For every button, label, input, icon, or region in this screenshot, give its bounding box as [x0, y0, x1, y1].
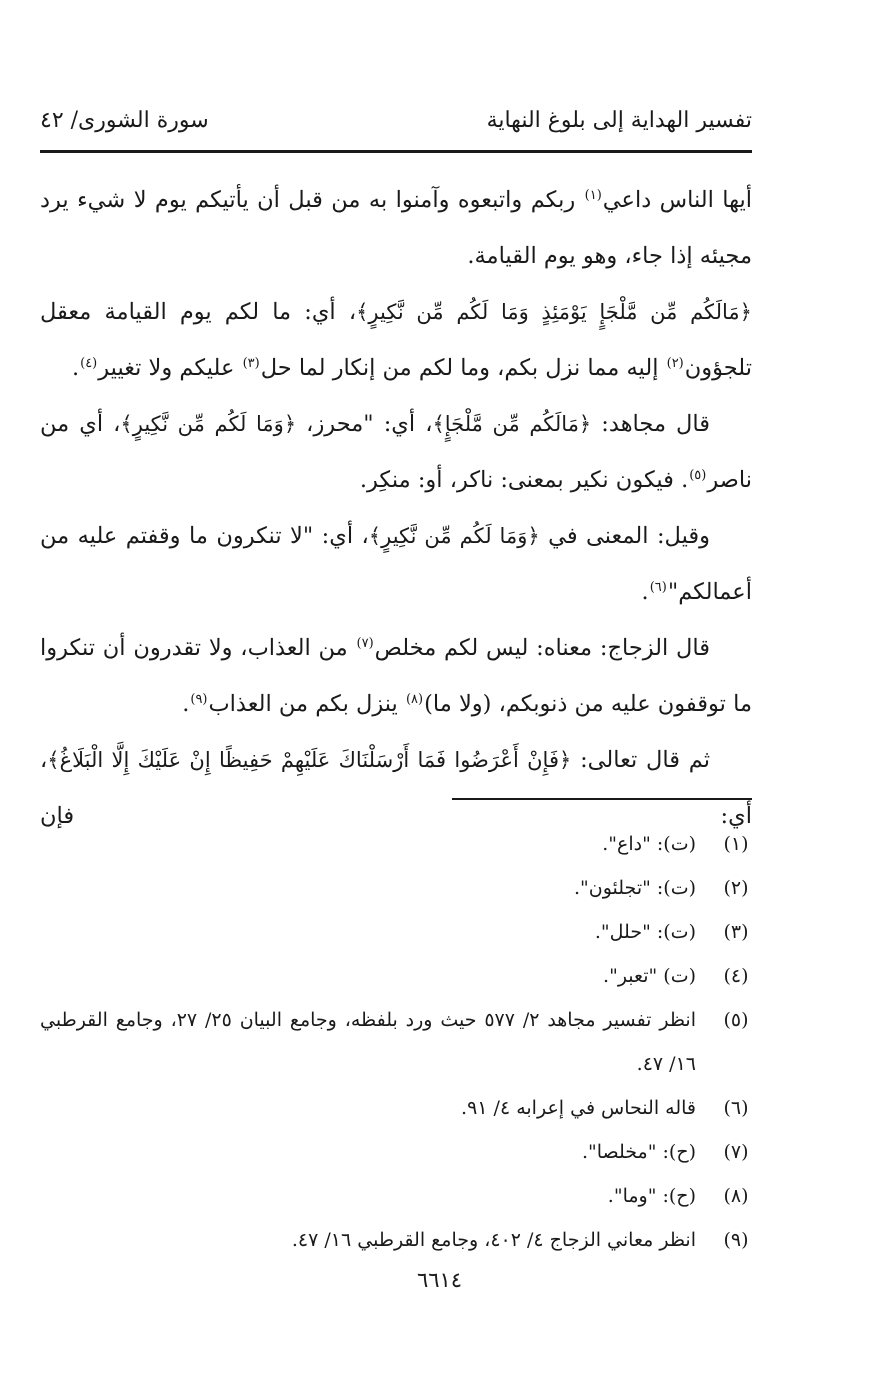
paragraph-5 [40, 620, 752, 732]
footnote-number: (٨) [723, 1185, 749, 1207]
footnote-item [40, 866, 752, 910]
footnote-text: (ح): "مخلصا". [581, 1141, 696, 1163]
footnote-ref-2: (٢) [666, 355, 684, 371]
footnote-number: (١) [723, 833, 749, 855]
footnote-ref-9: (٩) [190, 691, 208, 707]
footnote-number: (٢) [723, 877, 749, 899]
footnote-ref-4: (٤) [80, 355, 98, 371]
text-run: ، أي: ما لكم يوم القيامة معقل تلجؤون [40, 299, 752, 381]
text-run: ، أي: فإن [40, 747, 752, 829]
footnote-text: انظر تفسير مجاهد ٢/ ٥٧٧ حيث ورد بلفظه، وجامع البيان ٢٥/ ٢٧، وجامع القرطبي ١٦/ ٤٧. [40, 1009, 696, 1075]
footnote-ref-7: (٧) [356, 635, 374, 651]
footnote-number: (٤) [723, 965, 749, 987]
page-number: ٦٦١٤ [416, 1268, 463, 1292]
footnote-text: (ت) "تعبر". [603, 965, 696, 987]
paragraph-4 [40, 508, 752, 620]
footnote-ref-5: (٥) [689, 467, 707, 483]
footnote-item [40, 1174, 752, 1218]
text-run: . [641, 579, 649, 605]
text-run: وقيل: المعنى في [539, 523, 710, 549]
quran-verse: ﴿فَإِنْ أَعْرَضُوا فَمَا أَرْسَلْنَاكَ عَلَيْهِمْ حَفِيظًا إِنْ عَلَيْكَ إِلَّا الْبَلَاغُ﴾ [47, 748, 572, 772]
footnote-item [40, 1130, 752, 1174]
footnote-text: (ت): "حلل". [594, 921, 696, 943]
footnote-ref-3: (٣) [242, 355, 260, 371]
footnote-number: (٦) [723, 1097, 749, 1119]
surah-label: سورة الشورى/ ٤٢ [40, 108, 209, 133]
footnote-text: (ح): "وما". [607, 1185, 696, 1207]
quran-verse: ﴿وَمَا لَكُم مِّن نَّكِيرٍ﴾ [120, 412, 297, 436]
running-header [40, 108, 752, 146]
footnotes-list [40, 822, 752, 1262]
footnote-text: انظر معاني الزجاج ٤/ ٤٠٢، وجامع القرطبي ١٦/ ٤٧. [291, 1229, 696, 1251]
text-run: ربكم واتبعوه وآمنوا به من قبل أن يأتيكم يوم لا شيء يرد مجيئه إذا جاء، وهو يوم القيامة. [40, 187, 752, 269]
footnote-number: (٣) [723, 921, 749, 943]
text-run: عليكم ولا تغيير [98, 355, 242, 381]
text-run: أيها الناس داعي [602, 187, 752, 213]
footnote-ref-1: (١) [584, 187, 602, 203]
text-run: . فيكون نكير بمعنى: ناكر، أو: منكِر. [359, 467, 689, 493]
text-run: ثم قال تعالى: [571, 747, 710, 773]
text-run: ، أي من ناصر [40, 411, 752, 493]
footnote-item [40, 822, 752, 866]
footnote-item [40, 998, 752, 1086]
footnote-item [40, 954, 752, 998]
text-run: . [182, 691, 190, 717]
main-text [40, 172, 752, 844]
quran-verse: ﴿مَالَكُم مِّن مَّلْجَإٍ﴾ [432, 412, 592, 436]
footnote-text: قاله النحاس في إعرابه ٤/ ٩١. [461, 1097, 696, 1119]
text-run: ينزل بكم من العذاب [208, 691, 405, 717]
text-run: من العذاب، ولا تقدرون أن تنكروا ما توقفون عليه من ذنوبكم، (ولا ما) [40, 635, 752, 717]
footnote-item [40, 1086, 752, 1130]
footnote-ref-8: (٨) [405, 691, 424, 707]
quran-verse: ﴿مَالَكُم مِّن مَّلْجَإٍ يَوْمَئِذٍ وَمَا لَكُم مِّن نَّكِيرٍ﴾ [356, 300, 752, 324]
book-title: تفسير الهداية إلى بلوغ النهاية [486, 108, 752, 133]
footnote-number: (٩) [723, 1229, 749, 1251]
footnote-item [40, 1218, 752, 1262]
text-run: إليه مما نزل بكم، وما لكم من إنكار لما حل [260, 355, 666, 381]
footnote-text: (ت): "داع". [602, 833, 696, 855]
footnote-item [40, 910, 752, 954]
text-run: ، أي: "محرز، [296, 411, 433, 437]
quran-verse: ﴿وَمَا لَكُم مِّن نَّكِيرٍ﴾ [368, 524, 540, 548]
footnote-divider [452, 798, 752, 800]
paragraph-1 [40, 172, 752, 284]
footnote-text: (ت): "تجلئون". [573, 877, 696, 899]
footnote-ref-6: (٦) [649, 579, 667, 595]
footnote-number: (٧) [723, 1141, 749, 1163]
text-run: قال الزجاج: معناه: ليس لكم مخلص [374, 635, 710, 661]
header-divider [40, 150, 752, 153]
text-run: قال مجاهد: [591, 411, 711, 437]
footnote-number: (٥) [723, 1009, 749, 1031]
text-run: ، أي: "لا تنكرون ما وقفتم عليه من أعمالكم" [40, 523, 752, 605]
text-run: . [71, 355, 80, 381]
paragraph-3 [40, 396, 752, 508]
paragraph-2 [40, 284, 752, 396]
